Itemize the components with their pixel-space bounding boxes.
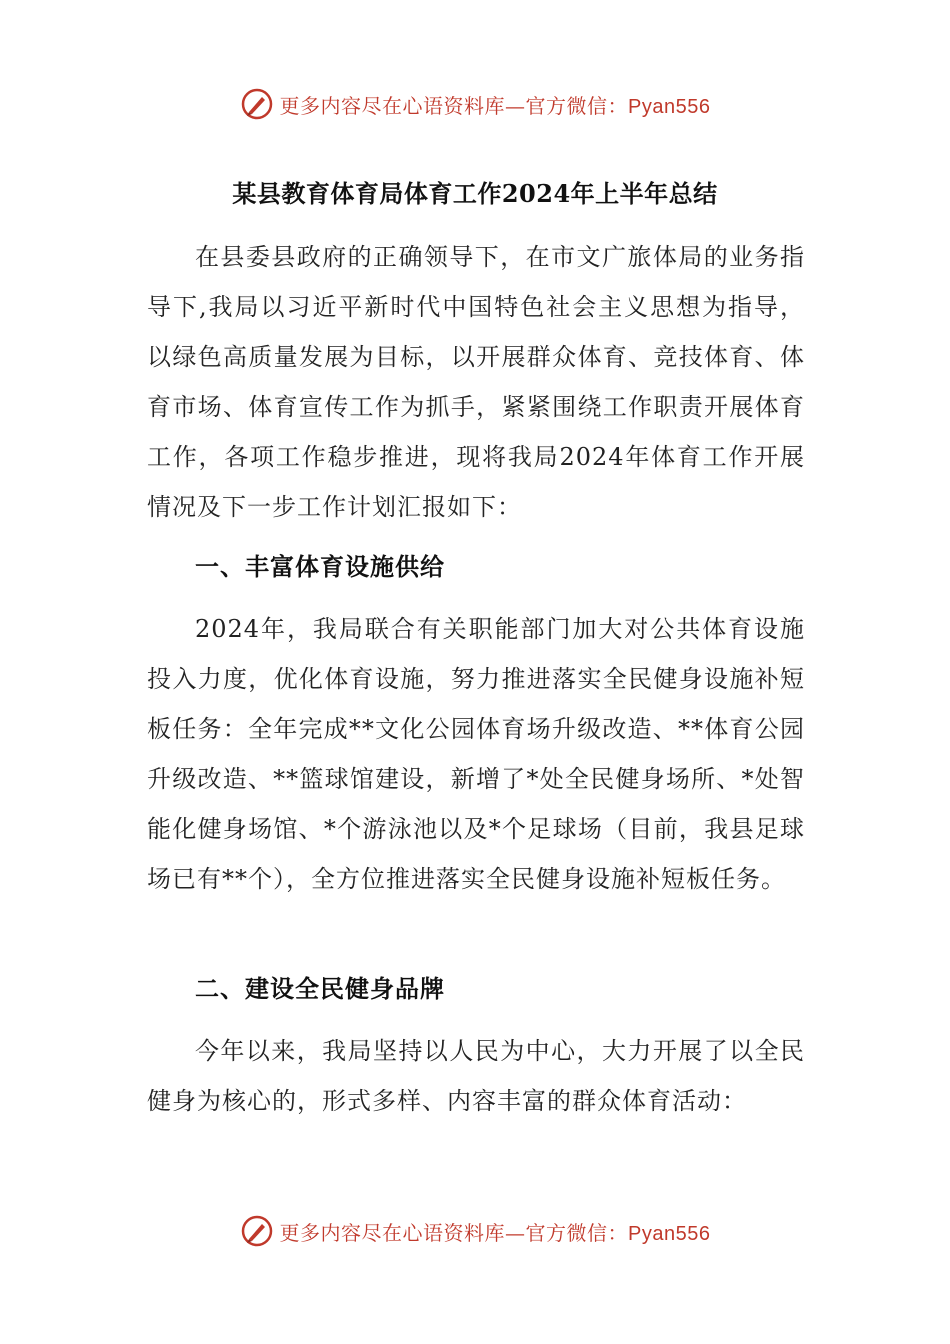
pen-circle-logo-icon: [240, 87, 274, 121]
watermark-wechat-id: Pyan556: [628, 1222, 711, 1245]
section-paragraph: 2024年，我局联合有关职能部门加大对公共体育设施投入力度，优化体育设施，努力推进落实全民健身设施补短板任务：全年完成**文化公园体育场升级改造、**体育公园升级改造、**篮球馆建设，新增了*处全民健身场所、*处智能化健身场馆、*个游泳池以及*个足球场（目前，我县足球场已有**个），全方位推进落实全民健身设施补短板任务。: [147, 615, 805, 893]
intro-block: [147, 232, 805, 532]
watermark-wechat-id: Pyan556: [628, 95, 711, 118]
section-1-body-block: [147, 604, 805, 904]
intro-paragraph: 在县委县政府的正确领导下，在市文广旅体局的业务指导下,我局以习近平新时代中国特色社会主义思想为指导，以绿色高质量发展为目标，以开展群众体育、竞技体育、体育市场、体育宣传工作为抓手，紧紧围绕工作职责开展体育工作，各项工作稳步推进，现将我局2024年体育工作开展情况及下一步工作计划汇报如下：: [147, 243, 805, 521]
watermark-footer: [0, 1211, 950, 1251]
watermark-label: 更多内容尽在心语资料库—官方微信：: [279, 93, 629, 118]
section-paragraph: 今年以来，我局坚持以人民为中心，大力开展了以全民健身为核心的，形式多样、内容丰富的群众体育活动：: [147, 1037, 805, 1115]
watermark-header: [0, 84, 950, 124]
section-1-heading-block: [147, 542, 805, 592]
watermark-label: 更多内容尽在心语资料库—官方微信：: [279, 1220, 629, 1245]
section-2-heading-block: [147, 964, 805, 1014]
pen-circle-logo-icon: [240, 1214, 274, 1248]
document-title: 某县教育体育局体育工作2024年上半年总结: [232, 179, 718, 208]
section-heading: 一、丰富体育设施供给: [195, 552, 445, 581]
section-2-body-block: [147, 1026, 805, 1126]
section-heading: 二、建设全民健身品牌: [195, 974, 445, 1003]
watermark-text: [280, 1217, 711, 1246]
watermark-text: [280, 90, 711, 119]
